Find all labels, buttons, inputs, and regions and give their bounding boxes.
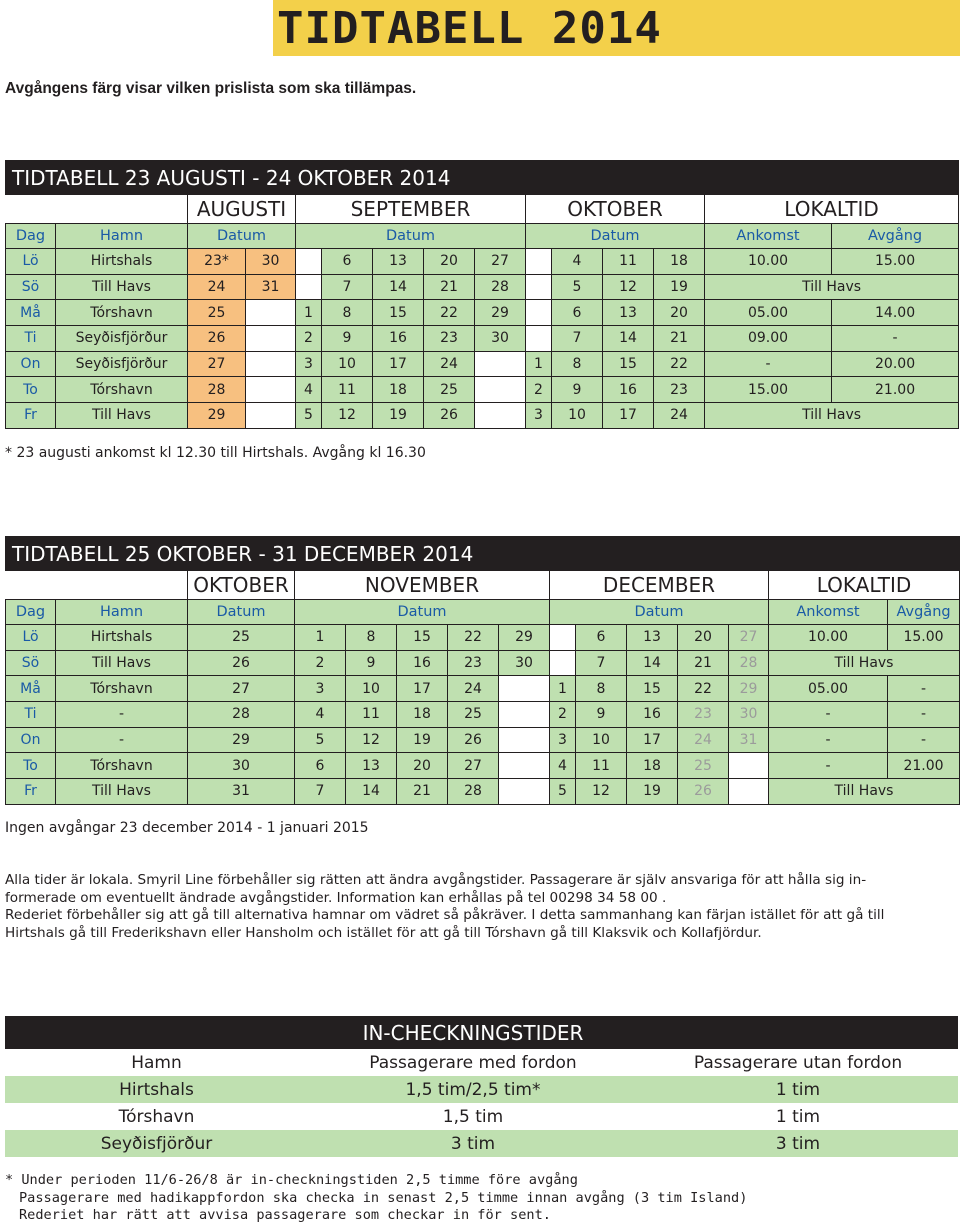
table-cell: 20: [654, 300, 705, 326]
table-cell: Hirtshals: [5, 1076, 308, 1103]
table-cell: 19: [373, 403, 424, 429]
table-cell: 20: [397, 753, 448, 779]
table-cell: Till Havs: [705, 403, 959, 429]
table-cell: 22: [654, 351, 705, 377]
table-cell: [296, 274, 322, 300]
table-cell: [499, 753, 550, 779]
table-cell: 10: [552, 403, 603, 429]
table-cell: 7: [295, 779, 346, 805]
table-cell: 7: [576, 650, 627, 676]
table-cell: 11: [346, 702, 397, 728]
table-cell: [475, 403, 526, 429]
col-header: Hamn: [56, 600, 188, 625]
table-cell: -: [888, 727, 960, 753]
table-cell: 25: [188, 625, 295, 651]
table-cell: 10: [346, 676, 397, 702]
table-cell: [526, 300, 552, 326]
table-cell: 23*: [188, 249, 246, 275]
month-label: AUGUSTI: [188, 195, 296, 224]
table-cell: 5: [552, 274, 603, 300]
table-cell: 14: [373, 274, 424, 300]
col-header: Passagerare utan fordon: [638, 1049, 958, 1076]
checkin-notes: [5, 1172, 747, 1225]
table-cell: 17: [603, 403, 654, 429]
table-row: [6, 403, 959, 429]
table-cell: 24: [678, 727, 729, 753]
table-cell: 26: [424, 403, 475, 429]
table-cell: [246, 351, 296, 377]
table-cell: 19: [627, 779, 678, 805]
table-cell: [499, 676, 550, 702]
table-cell: 21.00: [888, 753, 960, 779]
table-cell: 1,5 tim/2,5 tim*: [308, 1076, 638, 1103]
table-cell: [246, 377, 296, 403]
table-cell: 27: [188, 676, 295, 702]
table-cell: 12: [576, 779, 627, 805]
table-cell: 10: [576, 727, 627, 753]
table-cell: 27: [475, 249, 526, 275]
table-cell: 13: [627, 625, 678, 651]
table-cell: -: [56, 727, 188, 753]
checkin-heading: IN-CHECKNINGSTIDER: [308, 1016, 638, 1049]
table-cell: 25: [424, 377, 475, 403]
table-cell: 6: [295, 753, 346, 779]
table-cell: 09.00: [705, 326, 832, 352]
month-label: SEPTEMBER: [296, 195, 526, 224]
table-cell: 19: [654, 274, 705, 300]
table-cell: [729, 753, 769, 779]
table-cell: 21: [424, 274, 475, 300]
checkin-table: [5, 1016, 958, 1157]
table-cell: 4: [295, 702, 346, 728]
table-cell: 3: [296, 351, 322, 377]
table-cell: [475, 351, 526, 377]
table-cell: -: [769, 753, 888, 779]
table-cell: 26: [188, 326, 246, 352]
table-row: [6, 676, 960, 702]
table-cell: To: [6, 753, 56, 779]
table-cell: 12: [346, 727, 397, 753]
month-label: DECEMBER: [550, 571, 769, 600]
table-cell: Till Havs: [769, 779, 960, 805]
table-row: [6, 727, 960, 753]
table-cell: Till Havs: [56, 650, 188, 676]
table-cell: 16: [627, 702, 678, 728]
table-cell: 4: [550, 753, 576, 779]
table-cell: 4: [296, 377, 322, 403]
footer-line: Rederiet förbehåller sig att gå till alternativa hamnar om vädret så påkräver. I detta sammanhang kan färjan istället för att gå till: [5, 907, 885, 923]
table-cell: 28: [448, 779, 499, 805]
table-cell: [550, 650, 576, 676]
col-header: Datum: [188, 600, 295, 625]
table-cell: 05.00: [705, 300, 832, 326]
table-cell: 23: [678, 702, 729, 728]
table-cell: 30: [475, 326, 526, 352]
table-cell: 3: [295, 676, 346, 702]
table-cell: 31: [729, 727, 769, 753]
table-cell: 15: [603, 351, 654, 377]
col-header: Datum: [295, 600, 550, 625]
table-cell: 22: [424, 300, 475, 326]
timetable-aug-okt: [5, 160, 959, 429]
table-cell: Tórshavn: [56, 377, 188, 403]
table-cell: -: [832, 326, 959, 352]
footer-line: Alla tider är lokala. Smyril Line förbehåller sig rätten att ändra avgångstider. Passagerare är själv ansvariga för att hålla sig in-: [5, 872, 867, 888]
col-header: Datum: [526, 224, 705, 249]
col-header: Ankomst: [705, 224, 832, 249]
table-cell: Hirtshals: [56, 249, 188, 275]
footnote: * 23 augusti ankomst kl 12.30 till Hirtshals. Avgång kl 16.30: [5, 445, 426, 461]
table-cell: [526, 249, 552, 275]
table-cell: 15: [373, 300, 424, 326]
col-header: Hamn: [5, 1049, 308, 1076]
table-cell: 31: [188, 779, 295, 805]
checkin-note: * Under perioden 11/6-26/8 är in-checkningstiden 2,5 timme före avgång: [5, 1172, 578, 1188]
month-label: OKTOBER: [526, 195, 705, 224]
table-cell: 21: [654, 326, 705, 352]
table-cell: Lö: [6, 625, 56, 651]
table-cell: 13: [346, 753, 397, 779]
table-cell: 23: [448, 650, 499, 676]
table-cell: Ti: [6, 702, 56, 728]
month-label: NOVEMBER: [295, 571, 550, 600]
table-cell: 05.00: [769, 676, 888, 702]
table-cell: 1 tim: [638, 1103, 958, 1130]
table-cell: 17: [373, 351, 424, 377]
table-cell: 1: [295, 625, 346, 651]
table-cell: Till Havs: [769, 650, 960, 676]
table-cell: 5: [295, 727, 346, 753]
table-cell: 20: [424, 249, 475, 275]
table-cell: Ti: [6, 326, 56, 352]
col-header: Passagerare med fordon: [308, 1049, 638, 1076]
table-cell: Seyðisfjörður: [56, 326, 188, 352]
table-cell: 10.00: [705, 249, 832, 275]
table-cell: [526, 326, 552, 352]
table-row: [6, 753, 960, 779]
table-cell: [499, 727, 550, 753]
table-cell: 17: [627, 727, 678, 753]
table-cell: 26: [188, 650, 295, 676]
table-cell: 1,5 tim: [308, 1103, 638, 1130]
table-cell: 23: [654, 377, 705, 403]
table-cell: 30: [499, 650, 550, 676]
table-cell: On: [6, 727, 56, 753]
table-cell: Tórshavn: [56, 676, 188, 702]
table-row: [6, 377, 959, 403]
table-cell: 11: [576, 753, 627, 779]
table-cell: 23: [424, 326, 475, 352]
table-cell: [729, 779, 769, 805]
table-cell: 30: [729, 702, 769, 728]
table-cell: Tórshavn: [5, 1103, 308, 1130]
table-cell: 27: [188, 351, 246, 377]
col-header: Hamn: [56, 224, 188, 249]
table-cell: Till Havs: [56, 403, 188, 429]
table-cell: -: [888, 676, 960, 702]
table-cell: 19: [397, 727, 448, 753]
table-cell: Lö: [6, 249, 56, 275]
table-cell: 16: [603, 377, 654, 403]
table-cell: 9: [346, 650, 397, 676]
table-cell: -: [56, 702, 188, 728]
table-cell: 24: [424, 351, 475, 377]
col-header: Avgång: [832, 224, 959, 249]
table-cell: 22: [678, 676, 729, 702]
table-cell: 2: [550, 702, 576, 728]
table-cell: 3: [526, 403, 552, 429]
table-cell: 18: [397, 702, 448, 728]
table-cell: 30: [246, 249, 296, 275]
table-cell: 2: [295, 650, 346, 676]
table-cell: 10: [322, 351, 373, 377]
table-cell: 17: [397, 676, 448, 702]
table-cell: -: [888, 702, 960, 728]
table-cell: 15: [397, 625, 448, 651]
table-cell: 12: [603, 274, 654, 300]
footer-line: Hirtshals gå till Frederikshavn eller Hansholm och istället för att gå till Tórshavn gå till Klaksvik och Kollafjördur.: [5, 924, 762, 941]
table-cell: [526, 274, 552, 300]
table-cell: 29: [188, 403, 246, 429]
table-cell: 15: [627, 676, 678, 702]
table-cell: 22: [448, 625, 499, 651]
table-cell: Seyðisfjörður: [5, 1130, 308, 1157]
table-cell: Tórshavn: [56, 753, 188, 779]
table-cell: 1: [550, 676, 576, 702]
table-cell: 16: [397, 650, 448, 676]
table-cell: 26: [448, 727, 499, 753]
table-cell: 24: [188, 274, 246, 300]
checkin-note: Passagerare med hadikappfordon ska checka in senast 2,5 timme innan avgång (3 tim Island): [19, 1189, 748, 1206]
table-cell: 11: [603, 249, 654, 275]
table-cell: 25: [678, 753, 729, 779]
month-label: OKTOBER: [188, 571, 295, 600]
table-cell: 29: [729, 676, 769, 702]
footer-info: [5, 872, 960, 942]
table-cell: 14: [627, 650, 678, 676]
table-cell: Seyðisfjörður: [56, 351, 188, 377]
table-cell: 6: [576, 625, 627, 651]
table-cell: 10.00: [769, 625, 888, 651]
table-row: [6, 326, 959, 352]
table-row: [6, 625, 960, 651]
table-cell: Till Havs: [705, 274, 959, 300]
table-cell: 2: [526, 377, 552, 403]
table-cell: 4: [552, 249, 603, 275]
table-cell: [499, 779, 550, 805]
table-cell: 16: [373, 326, 424, 352]
col-header: Ankomst: [769, 600, 888, 625]
table-cell: 11: [322, 377, 373, 403]
table-cell: 14.00: [832, 300, 959, 326]
table-cell: 21: [397, 779, 448, 805]
table-cell: 18: [373, 377, 424, 403]
table-row: [6, 779, 960, 805]
table-cell: [246, 326, 296, 352]
table-cell: Till Havs: [56, 779, 188, 805]
table-cell: 26: [678, 779, 729, 805]
col-header: Avgång: [888, 600, 960, 625]
table-cell: 5: [550, 779, 576, 805]
table-cell: 3 tim: [308, 1130, 638, 1157]
table-cell: 27: [729, 625, 769, 651]
table-cell: 8: [576, 676, 627, 702]
table-cell: 7: [322, 274, 373, 300]
table-cell: Sö: [6, 274, 56, 300]
subtitle: Avgångens färg visar vilken prislista som ska tillämpas.: [5, 80, 417, 97]
table-cell: 29: [188, 727, 295, 753]
table-cell: -: [705, 351, 832, 377]
footer-line: formerade om eventuellt ändrade avgångstider. Information kan erhållas på tel 00298 34 58 00 .: [5, 889, 667, 906]
checkin-note: Rederiet har rätt att avvisa passagerare som checkar in för sent.: [19, 1207, 551, 1223]
col-header: Dag: [6, 224, 56, 249]
page-title: TIDTABELL 2014: [277, 3, 662, 54]
table-cell: 24: [448, 676, 499, 702]
table-cell: 8: [346, 625, 397, 651]
table-cell: 15.00: [832, 249, 959, 275]
table-cell: 25: [448, 702, 499, 728]
col-header: Dag: [6, 600, 56, 625]
table-cell: Till Havs: [56, 274, 188, 300]
table-cell: 3: [550, 727, 576, 753]
table-cell: 6: [552, 300, 603, 326]
table-cell: Hirtshals: [56, 625, 188, 651]
table-cell: 18: [627, 753, 678, 779]
table-cell: 13: [603, 300, 654, 326]
table-cell: 3 tim: [638, 1130, 958, 1157]
col-header: Datum: [188, 224, 296, 249]
table-cell: 5: [296, 403, 322, 429]
table-cell: 12: [322, 403, 373, 429]
table-cell: 14: [346, 779, 397, 805]
table-cell: 13: [373, 249, 424, 275]
table-cell: -: [769, 727, 888, 753]
table-cell: Fr: [6, 779, 56, 805]
table-cell: Fr: [6, 403, 56, 429]
table-cell: 7: [552, 326, 603, 352]
table-cell: 1: [526, 351, 552, 377]
table-cell: Sö: [6, 650, 56, 676]
table-cell: 21: [678, 650, 729, 676]
table-cell: 21.00: [832, 377, 959, 403]
table-cell: [246, 403, 296, 429]
table-cell: 31: [246, 274, 296, 300]
table-cell: [246, 300, 296, 326]
table-cell: 28: [729, 650, 769, 676]
footnote: Ingen avgångar 23 december 2014 - 1 januari 2015: [5, 820, 369, 836]
month-label: LOKALTID: [769, 571, 960, 600]
table-cell: 14: [603, 326, 654, 352]
table-cell: 28: [475, 274, 526, 300]
table-cell: Må: [6, 676, 56, 702]
month-label: LOKALTID: [705, 195, 959, 224]
table-cell: 9: [552, 377, 603, 403]
table-cell: To: [6, 377, 56, 403]
table-cell: 8: [552, 351, 603, 377]
col-header: Datum: [550, 600, 769, 625]
table-cell: 18: [654, 249, 705, 275]
table-cell: 6: [322, 249, 373, 275]
table-cell: [499, 702, 550, 728]
table-cell: 28: [188, 702, 295, 728]
table-cell: 25: [188, 300, 246, 326]
table-cell: 24: [654, 403, 705, 429]
table-cell: 9: [576, 702, 627, 728]
table-cell: [296, 249, 322, 275]
table-cell: 20: [678, 625, 729, 651]
table-cell: 8: [322, 300, 373, 326]
table-row: [6, 650, 960, 676]
table-cell: 1: [296, 300, 322, 326]
table-cell: 15.00: [705, 377, 832, 403]
table-row: [6, 351, 959, 377]
table-heading: TIDTABELL 25 OKTOBER - 31 DECEMBER 2014: [6, 537, 960, 571]
timetable-okt-dec: [5, 536, 960, 805]
table-cell: 29: [475, 300, 526, 326]
col-header: Datum: [296, 224, 526, 249]
table-row: [6, 300, 959, 326]
table-cell: 27: [448, 753, 499, 779]
table-row: [6, 249, 959, 275]
table-cell: 1 tim: [638, 1076, 958, 1103]
table-cell: 9: [322, 326, 373, 352]
table-row: [6, 274, 959, 300]
table-cell: 20.00: [832, 351, 959, 377]
table-row: [6, 702, 960, 728]
table-cell: 30: [188, 753, 295, 779]
table-cell: Tórshavn: [56, 300, 188, 326]
table-cell: 2: [296, 326, 322, 352]
table-cell: 15.00: [888, 625, 960, 651]
table-cell: 28: [188, 377, 246, 403]
table-cell: 29: [499, 625, 550, 651]
table-heading: TIDTABELL 23 AUGUSTI - 24 OKTOBER 2014: [6, 161, 959, 195]
table-cell: On: [6, 351, 56, 377]
table-cell: [550, 625, 576, 651]
table-cell: -: [769, 702, 888, 728]
table-cell: [475, 377, 526, 403]
table-cell: Må: [6, 300, 56, 326]
